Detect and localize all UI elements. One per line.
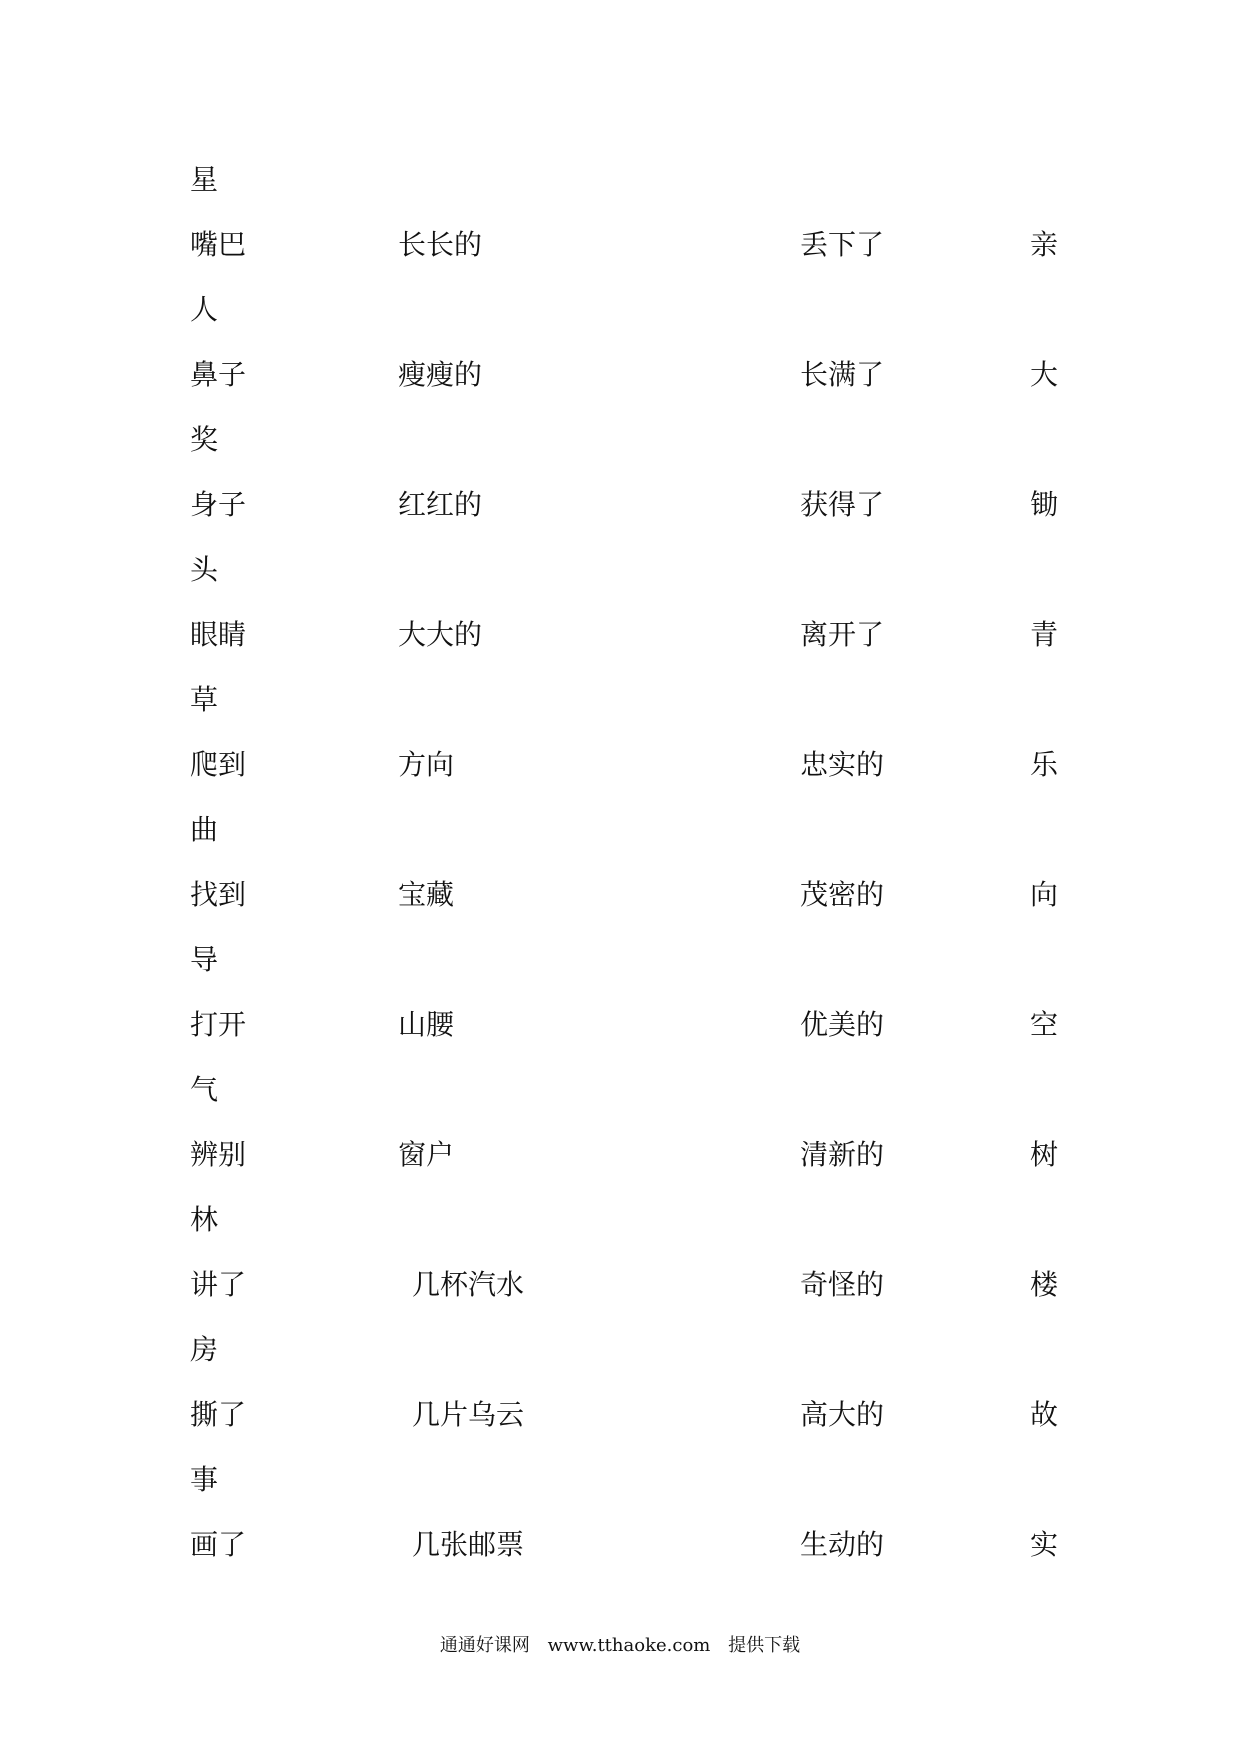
text-line bbox=[0, 1070, 1240, 1110]
text-line bbox=[0, 680, 1240, 720]
text-line bbox=[0, 1525, 1240, 1565]
text-line bbox=[0, 745, 1240, 785]
word-col-1: 林 bbox=[190, 1203, 219, 1236]
word-col-1: 草 bbox=[190, 683, 219, 716]
text-line bbox=[0, 290, 1240, 330]
word-col-2: 长长的 bbox=[398, 228, 483, 261]
word-col-1: 导 bbox=[190, 943, 219, 976]
word-col-2: 几张邮票 bbox=[412, 1528, 525, 1561]
word-col-1: 嘴巴 bbox=[190, 228, 247, 261]
word-col-3: 茂密的 bbox=[800, 878, 885, 911]
word-col-3: 优美的 bbox=[800, 1008, 885, 1041]
word-col-1: 爬到 bbox=[190, 748, 247, 781]
page-footer bbox=[0, 1634, 1240, 1658]
word-col-2: 瘦瘦的 bbox=[398, 358, 483, 391]
word-col-1: 星 bbox=[190, 163, 219, 196]
word-col-1: 鼻子 bbox=[190, 358, 247, 391]
word-col-1: 找到 bbox=[190, 878, 247, 911]
footer-url-link[interactable]: www.tthaoke.com bbox=[547, 1635, 711, 1656]
word-col-3: 生动的 bbox=[800, 1528, 885, 1561]
word-col-3: 丢下了 bbox=[800, 228, 885, 261]
text-line bbox=[0, 1265, 1240, 1305]
text-line bbox=[0, 810, 1240, 850]
word-col-1: 头 bbox=[190, 553, 219, 586]
text-line bbox=[0, 485, 1240, 525]
word-col-4: 楼 bbox=[1030, 1268, 1059, 1301]
word-col-2: 山腰 bbox=[398, 1008, 455, 1041]
word-col-2: 宝藏 bbox=[398, 878, 455, 911]
word-col-1: 画了 bbox=[190, 1528, 247, 1561]
word-col-1: 曲 bbox=[190, 813, 219, 846]
word-col-3: 离开了 bbox=[800, 618, 885, 651]
word-col-4: 树 bbox=[1030, 1138, 1059, 1171]
word-col-2: 红红的 bbox=[398, 488, 483, 521]
word-col-4: 实 bbox=[1030, 1528, 1059, 1561]
word-col-1: 人 bbox=[190, 293, 219, 326]
word-col-3: 奇怪的 bbox=[800, 1268, 885, 1301]
word-col-4: 大 bbox=[1030, 358, 1059, 391]
word-col-2: 窗户 bbox=[398, 1138, 455, 1171]
word-col-4: 向 bbox=[1030, 878, 1059, 911]
word-col-2: 大大的 bbox=[398, 618, 483, 651]
word-col-2: 几杯汽水 bbox=[412, 1268, 525, 1301]
word-col-3: 清新的 bbox=[800, 1138, 885, 1171]
word-col-1: 奖 bbox=[190, 423, 219, 456]
footer-site-name: 通通好课网 bbox=[439, 1635, 530, 1656]
text-line bbox=[0, 1135, 1240, 1175]
word-col-1: 辨别 bbox=[190, 1138, 247, 1171]
word-col-4: 空 bbox=[1030, 1008, 1059, 1041]
word-col-1: 打开 bbox=[190, 1008, 247, 1041]
word-col-1: 气 bbox=[190, 1073, 219, 1106]
word-col-2: 方向 bbox=[398, 748, 455, 781]
word-col-1: 事 bbox=[190, 1463, 219, 1496]
word-col-2: 几片乌云 bbox=[412, 1398, 525, 1431]
word-col-4: 青 bbox=[1030, 618, 1059, 651]
word-col-3: 获得了 bbox=[800, 488, 885, 521]
text-line bbox=[0, 355, 1240, 395]
word-col-3: 长满了 bbox=[800, 358, 885, 391]
text-line bbox=[0, 1460, 1240, 1500]
text-line bbox=[0, 160, 1240, 200]
text-line bbox=[0, 550, 1240, 590]
word-col-3: 高大的 bbox=[800, 1398, 885, 1431]
word-col-4: 亲 bbox=[1030, 228, 1059, 261]
word-col-1: 撕了 bbox=[190, 1398, 247, 1431]
text-line bbox=[0, 875, 1240, 915]
text-line bbox=[0, 225, 1240, 265]
word-col-1: 身子 bbox=[190, 488, 247, 521]
word-col-1: 眼睛 bbox=[190, 618, 247, 651]
text-line bbox=[0, 1395, 1240, 1435]
text-line bbox=[0, 1330, 1240, 1370]
text-line bbox=[0, 1005, 1240, 1045]
text-line bbox=[0, 1200, 1240, 1240]
word-col-3: 忠实的 bbox=[800, 748, 885, 781]
word-col-1: 讲了 bbox=[190, 1268, 247, 1301]
footer-suffix: 提供下载 bbox=[728, 1635, 801, 1656]
word-col-1: 房 bbox=[190, 1333, 219, 1366]
word-col-4: 乐 bbox=[1030, 748, 1059, 781]
text-line bbox=[0, 615, 1240, 655]
word-col-4: 故 bbox=[1030, 1398, 1059, 1431]
text-line bbox=[0, 940, 1240, 980]
text-line bbox=[0, 420, 1240, 460]
word-col-4: 锄 bbox=[1030, 488, 1059, 521]
